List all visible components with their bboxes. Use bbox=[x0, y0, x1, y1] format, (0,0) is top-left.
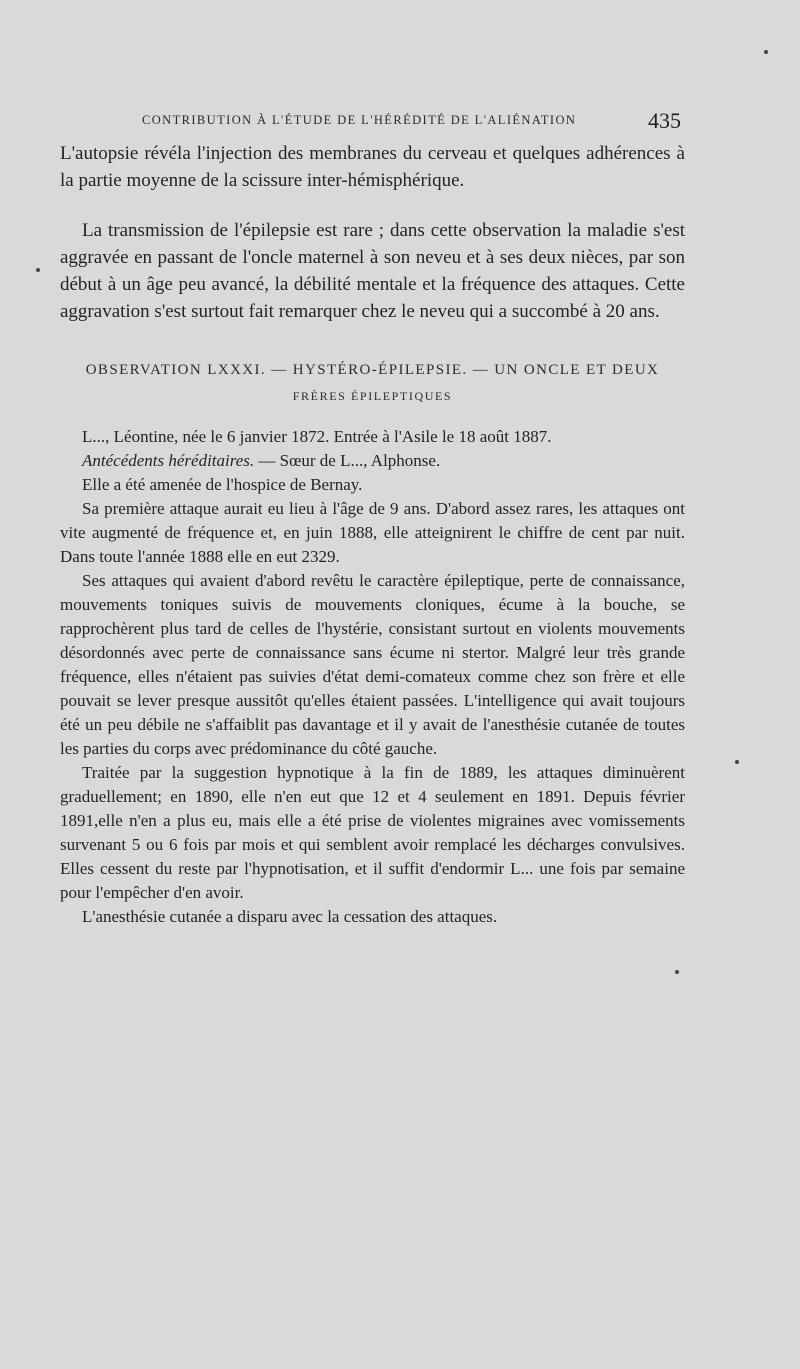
page-header bbox=[142, 108, 702, 135]
suggestion-paragraph: Traitée par la suggestion hypnotique à la fin de 1889, les attaques diminuèrent graduellement; en 1890, elle n'en eut que 12 et 4 seulement en 1891. Depuis février 1891,elle n'en a plus eu, mais elle a été prise de violentes migraines avec vomissements survenant 5 ou 6 fois par mois et qui semblent avoir remplacé les décharges convulsives. Elles cessent du reste par l'hypnotisation, et il suffit d'endormir L... une fois par semaine pour l'empêcher d'en avoir. bbox=[60, 763, 685, 902]
observation-heading-line-1: OBSERVATION LXXXI. — HYSTÉRO-ÉPILEPSIE. — UN ONCLE ET DEUX bbox=[85, 362, 660, 378]
antecedents-label: Antécédents héréditaires. bbox=[82, 451, 255, 470]
observation-heading bbox=[60, 358, 685, 409]
page-number: 435 bbox=[648, 108, 681, 133]
margin-mark bbox=[764, 50, 768, 54]
attack-character-paragraph: Ses attaques qui avaient d'abord revêtu le caractère épileptique, perte de connaissance, mouvements toniques suivis de mouvements cloniques, écume à la bouche, se rapprochèrent plus tard de celles de l'hystérie, consistant surtout en violents mouvements désordonnés avec perte de connaissance sans écume ni stertor. Malgré leur très grande fréquence, elles n'étaient pas suivies d'état demi-comateux comme chez son frère et elle pouvait se lever presque aussitôt qu'elles étaient passées. L'intelligence qui avait toujours été un peu débile ne s'affaiblit pas davantage et il y avait de l'anesthésie cutanée de toutes les parties du corps avec prédominance du côté gauche. bbox=[60, 571, 685, 758]
page-content bbox=[60, 140, 685, 929]
origin-paragraph: Elle a été amenée de l'hospice de Bernay. bbox=[82, 475, 363, 494]
running-head: CONTRIBUTION À L'ÉTUDE DE L'HÉRÉDITÉ DE L'ALIÉNATION bbox=[142, 113, 577, 127]
antecedents-text: — Sœur de L..., Alphonse. bbox=[254, 451, 441, 470]
first-attack-paragraph: Sa première attaque aurait eu lieu à l'âge de 9 ans. D'abord assez rares, les attaques ont vite augmenté de fréquence et, en juin 1888, elle atteignirent le chiffre de cent par nuit. Dans toute l'année 1888 elle en eut 2329. bbox=[60, 499, 685, 566]
autopsy-paragraph: L'autopsie révéla l'injection des membranes du cerveau et quelques adhérences à la partie moyenne de la scissure inter-hémisphérique. bbox=[60, 143, 685, 191]
margin-mark bbox=[36, 268, 40, 272]
margin-mark bbox=[735, 760, 739, 764]
observation-heading-line-2: FRÈRES ÉPILEPTIQUES bbox=[292, 389, 453, 403]
transmission-paragraph: La transmission de l'épilepsie est rare ; dans cette observation la maladie s'est aggravée en passant de l'oncle maternel à son neveu et à ses deux nièces, par son début à un âge peu avancé, la débilité mentale et la fréquence des attaques. Cette aggravation s'est surtout fait remarquer chez le neveu qui a succombé à 20 ans. bbox=[60, 220, 685, 322]
margin-mark bbox=[675, 970, 679, 974]
anesthesia-paragraph: L'anesthésie cutanée a disparu avec la cessation des attaques. bbox=[82, 907, 498, 926]
entry-paragraph: L..., Léontine, née le 6 janvier 1872. Entrée à l'Asile le 18 août 1887. bbox=[82, 427, 552, 446]
antecedents-paragraph bbox=[60, 449, 685, 473]
